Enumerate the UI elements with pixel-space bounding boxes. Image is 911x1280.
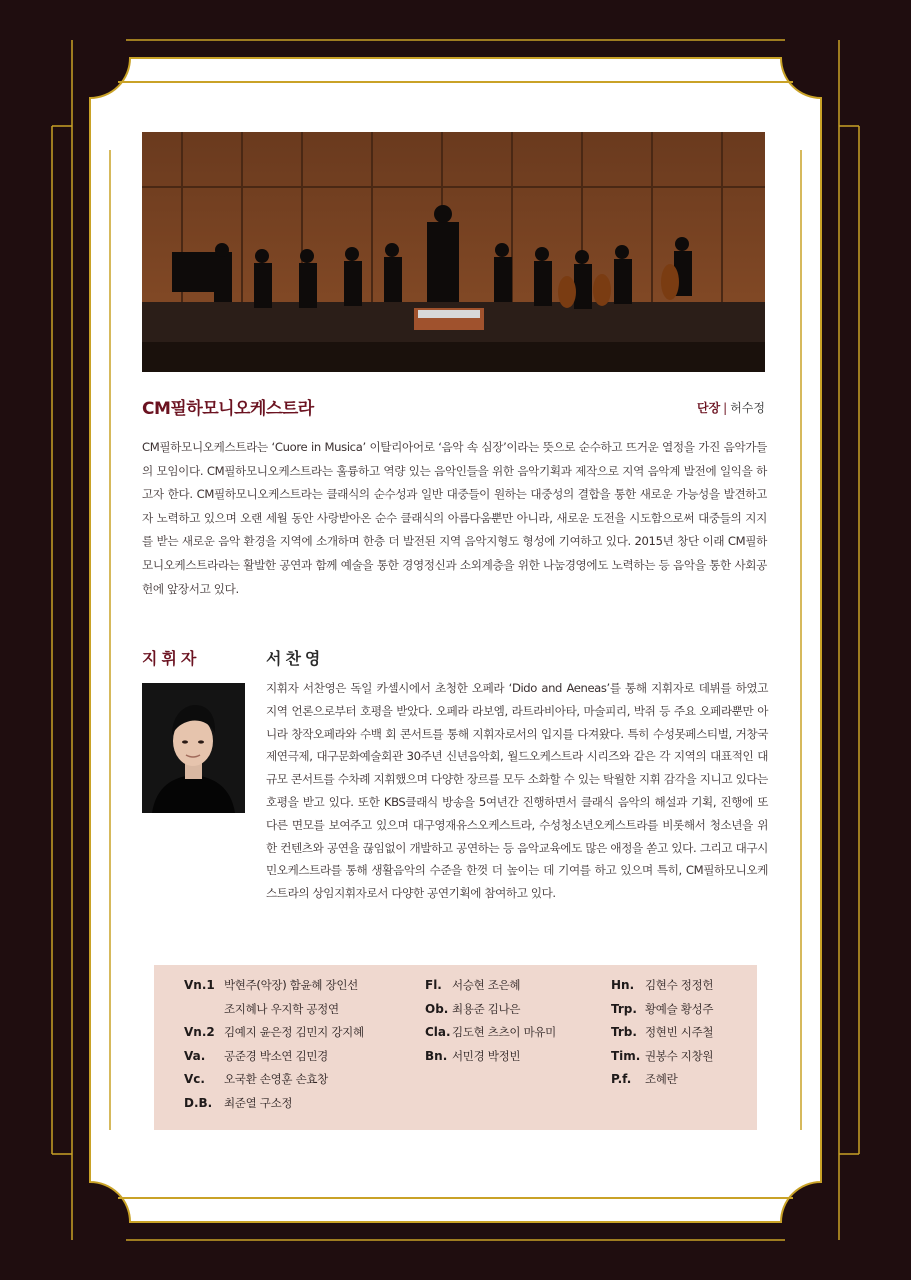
member-roster: [154, 965, 757, 1130]
instrument-label: P.f.: [611, 1072, 632, 1086]
roster-row: [611, 1001, 713, 1025]
member-names: 서승현 조은혜: [452, 978, 521, 992]
roster-brass-column: [611, 977, 713, 1095]
instrument-label: Vc.: [184, 1072, 205, 1086]
member-names: 오국환 손영훈 손효창: [224, 1072, 328, 1086]
member-names: 공준경 박소연 김민경: [224, 1048, 328, 1063]
roster-row: [184, 977, 364, 1001]
instrument-label: Ob.: [425, 1001, 449, 1016]
member-names: 김도현 츠츠이 마유미: [452, 1025, 556, 1039]
leader-separator: |: [723, 401, 728, 415]
leader-info: [697, 399, 765, 416]
roster-row: [611, 1024, 713, 1048]
roster-row: [611, 1048, 713, 1072]
conductor-bio: 지휘자 서찬영은 독일 카셀시에서 초청한 오페라 ‘Dido and Aeneas’를 통해 지휘자로 데뷔를 하였고 지역 언론으로부터 호평을 받았다. 오페라 라보엠, 라트라비아타, 마술피리, 박쥐 등 주요 오페라뿐만 아니라 창작오페라와 수백 회 콘서트를 통해 지휘자로서의 입지를 다져왔다. 특히 수성못페스티벌, 거창국제연극제, 대구문화예술회관 30주년 신년음악회, 월드오케스트라 시리즈와 같은 각 지역의 대표적인 대규모 콘서트를 수차례 지휘했으며 다양한 장르를 모두 소화할 수 있는 탁월한 지휘 감각을 지니고 있다는 호평을 받고 있다. 또한 KBS클래식 방송을 5여년간 진행하면서 클래식 음악의 해설과 기획, 진행에 또 다른 면모를 보여주고 있으며 대구영재유스오케스트라, 수성청소년오케스트라를 비롯해서 청소년을 위한 컨텐츠와 공연을 끊임없이 개발하고 공연하는 등 음악교육에도 많은 애정을 쏟고 있다. 그리고 대구시민오케스트라를 통해 생활음악의 수준을 한껏 더 높이는 데 기여를 하고 있으며 특히, CM필하모니오케스트라의 상임지휘자로서 다양한 공연기획에 참여하고 있다.: [266, 681, 768, 901]
roster-row: [425, 977, 556, 1001]
leader-label: 단장: [696, 401, 721, 415]
roster-row: [611, 1071, 713, 1095]
instrument-label: D.B.: [184, 1095, 213, 1110]
instrument-label: Trb.: [611, 1025, 637, 1039]
member-names: 권봉수 지창원: [645, 1048, 714, 1063]
member-names: 정현빈 시주철: [645, 1025, 714, 1039]
member-names: 조지혜나 우지학 공정연: [224, 1001, 339, 1016]
member-names: 김현수 정정헌: [645, 978, 714, 992]
orchestra-intro: CM필하모니오케스트라는 ‘Cuore in Musica’ 이탈리아어로 ‘음악 속 심장’이라는 뜻으로 순수하고 뜨거운 열정을 가진 음악가들의 모임이다. CM필하모니오케스트라는 훌륭하고 역량 있는 음악인들을 위한 음악기획과 제작으로 지역 음악계 발전에 일익을 하고자 한다. CM필하모니오케스트라는 클래식의 순수성과 일반 대중들이 원하는 대중성의 결합을 통한 새로운 가능성을 발견하고자 노력하고 있으며 오랜 세월 동안 사랑받아온 순수 클래식의 아름다움뿐만 아니라, 새로운 도전을 시도함으로써 대중들의 지지를 받는 새로운 음악 환경을 지역에 소개하며 한층 더 발전된 지역 음악지형도 형성에 기여하고 있다. 2015년 창단 이래 CM필하모니오케스트라라는 활발한 공연과 함께 예술을 통한 경영정신과 소외계층을 위한 나눔경영에도 노력하는 등 음악을 통한 사회공헌에 앞장서고 있다.: [142, 440, 767, 596]
leader-name: 허수정: [730, 401, 765, 415]
instrument-label: Vn.1: [184, 978, 215, 992]
member-names: 조혜란: [645, 1072, 678, 1086]
member-names: 서민경 박정빈: [452, 1048, 521, 1063]
conductor-portrait: [142, 683, 245, 813]
instrument-label: Va.: [184, 1048, 206, 1063]
roster-row: [425, 1024, 556, 1048]
member-names: 최용준 김나은: [452, 1001, 521, 1016]
instrument-label: Fl.: [425, 978, 442, 992]
member-names: 김예지 윤은정 김민지 강지혜: [224, 1025, 364, 1039]
instrument-label: Trp.: [611, 1001, 637, 1016]
roster-woodwinds-column: [425, 977, 556, 1071]
roster-strings-column: [184, 977, 364, 1118]
instrument-label: Hn.: [611, 978, 635, 992]
roster-row: [184, 1001, 364, 1025]
member-names: 박현주(악장) 함윤혜 장인선: [224, 978, 358, 992]
roster-row: [184, 1071, 364, 1095]
member-names: 황예슬 황성주: [645, 1001, 714, 1016]
conductor-name: 서찬영: [266, 649, 325, 668]
roster-row: [425, 1001, 556, 1025]
member-names: 최준열 구소정: [224, 1095, 293, 1110]
instrument-label: Cla.: [425, 1025, 451, 1039]
roster-row: [425, 1048, 556, 1072]
instrument-label: Vn.2: [184, 1025, 215, 1039]
roster-row: [184, 1095, 364, 1119]
orchestra-title: CM필하모니오케스트라: [142, 399, 314, 419]
instrument-label: Bn.: [425, 1048, 448, 1063]
roster-row: [184, 1024, 364, 1048]
roster-row: [611, 977, 713, 1001]
roster-row: [184, 1048, 364, 1072]
instrument-label: Tim.: [611, 1048, 641, 1063]
conductor-label: 지휘자: [142, 649, 201, 668]
orchestra-photo: [142, 132, 765, 372]
